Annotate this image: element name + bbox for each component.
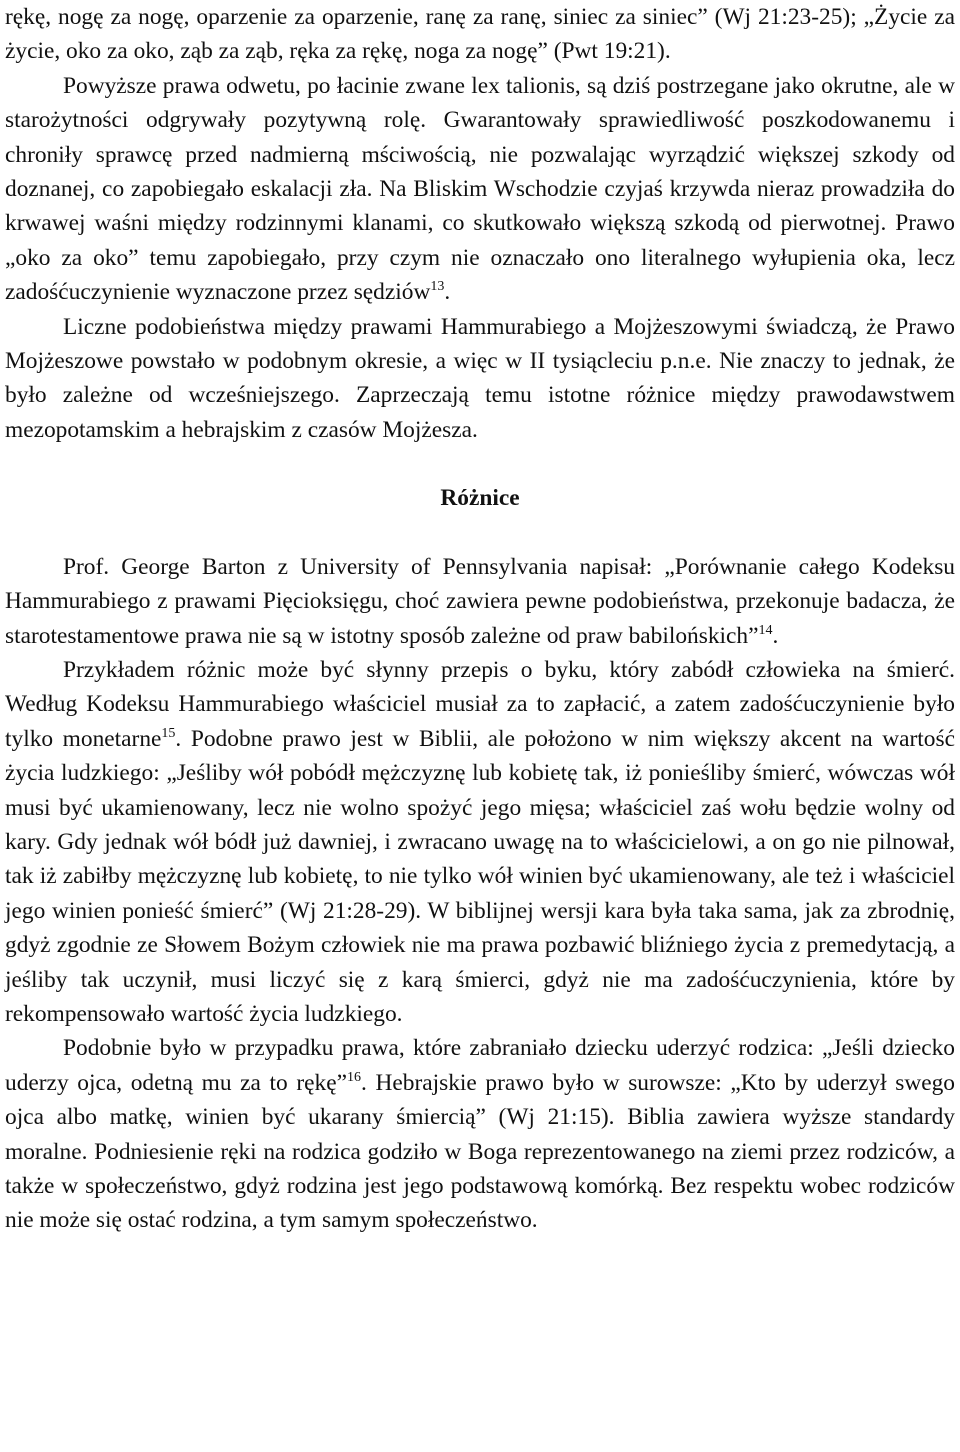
paragraph-text: Podobnie było w przypadku prawa, które zabraniało dziecku uderzyć rodzica: „Jeśli dziecko uderzy ojca, odetną mu za to rękę” xyxy=(5,1035,955,1096)
paragraph-barton-quote xyxy=(5,550,955,653)
paragraph-end: . xyxy=(444,279,451,306)
paragraph-continuation xyxy=(5,0,955,69)
section-heading: Różnice xyxy=(440,485,520,512)
document-page xyxy=(5,0,955,1238)
paragraph-text-continued: . Hebrajskie prawo było w surowsze: „Kto by uderzył swego ojca albo matkę, winien być ukarany śmiercią” (Wj 21:15). Biblia zawiera wyższe standardy moralne. Podniesienie ręki na rodzica godziło w Boga reprezentowanego na ziemi przez rodziców, a także w społeczeństwo, gdyż rodzina jest jego podstawową komórką. Bez respektu wobec rodziców nie może się ostać rodzina, a tym samym społeczeństwo. xyxy=(5,1069,955,1234)
paragraph-text: Prof. George Barton z University of Pennsylvania napisał: „Porównanie całego Kodeksu Hammurabiego z prawami Pięcioksięgu, choć zawiera pewne podobieństwa, przekonuje badacza, że starotestamentowe prawa nie są w istotny sposób zależne od praw babilońskich” xyxy=(5,553,955,649)
paragraph-text: rękę, nogę za nogę, oparzenie za oparzenie, ranę za ranę, siniec za siniec” (Wj 21:23-25); „Życie za życie, oko za oko, ząb za ząb, ręka za rękę, noga za nogę” (Pwt 19:21). xyxy=(5,4,955,65)
footnote-ref-14: 14 xyxy=(758,622,773,638)
paragraph-text-continued: . Podobne prawo jest w Biblii, ale położono w nim większy akcent na wartość życia ludzkiego: „Jeśliby wół pobódł mężczyznę lub kobietę tak, iż ponieśliby śmierć, wówczas wół musi być ukamienowany, lecz nie wolno spożyć jego mięsa; właściciel zaś wołu będzie wolny od kary. Gdy jednak wół bódł już dawniej, i zwracano uwagę na to właścicielowi, a on go nie pilnował, tak iż zabiłby mężczyznę lub kobietę, to nie tylko wół winien być ukamienowany, ale też i właściciel jego winien ponieść śmierć” (Wj 21:28-29). W biblijnej wersji kara była taka sama, jak za zbrodnię, gdyż zgodnie ze Słowem Bożym człowiek nie ma prawa pozbawić bliźniego życia z premedytacją, a jeśliby tak uczynił, musi liczyć się z karą śmierci, gdyż nie ma zadośćuczynienia, które by rekompensowało wartość życia ludzkiego. xyxy=(5,725,955,1027)
paragraph-end: . xyxy=(772,622,779,649)
paragraph-similarities xyxy=(5,310,955,448)
paragraph-text: Powyższe prawa odwetu, po łacinie zwane lex talionis, są dziś postrzegane jako okrutne, ale w starożytności odgrywały pozytywną rolę. Gwarantowały sprawiedliwość poszkodowanemu i chroniły sprawcę przed nadmierną mściwością, nie pozwalając wyrządzić większej szkody od doznanej, co zapobiegało eskalacji zła. Na Bliskim Wschodzie czyjaś krzywda nieraz prowadziła do krwawej waśni między rodzinnymi klanami, co skutkowało większą szkodą od pierwotnej. Prawo „oko za oko” temu zapobiegało, przy czym nie oznaczało ono literalnego wyłupienia oka, lecz zadośćuczynienie wyznaczone przez sędziów xyxy=(5,72,955,306)
section-spacer xyxy=(5,447,955,481)
paragraph-text: Liczne podobieństwa między prawami Hammurabiego a Mojżeszowymi świadczą, że Prawo Mojżeszowe powstało w podobnym okresie, a więc w II tysiącleciu p.n.e. Nie znaczy to jednak, że było zależne od wcześniejszego. Zaprzeczają temu istotne różnice między prawodawstwem mezopotamskim a hebrajskim z czasów Mojżesza. xyxy=(5,313,955,443)
footnote-ref-16: 16 xyxy=(347,1069,361,1085)
paragraph-lex-talionis xyxy=(5,69,955,310)
paragraph-ox-example xyxy=(5,653,955,1031)
footnote-ref-15: 15 xyxy=(161,725,176,741)
paragraph-text: Przykładem różnic może być słynny przepis o byku, który zabódł człowieka na śmierć. Według Kodeksu Hammurabiego właściciel musiał za to zapłacić, a zatem zadośćuczynienie było tylko monetarne xyxy=(5,656,955,752)
paragraph-parent-law xyxy=(5,1031,955,1237)
footnote-ref-13: 13 xyxy=(430,279,445,295)
